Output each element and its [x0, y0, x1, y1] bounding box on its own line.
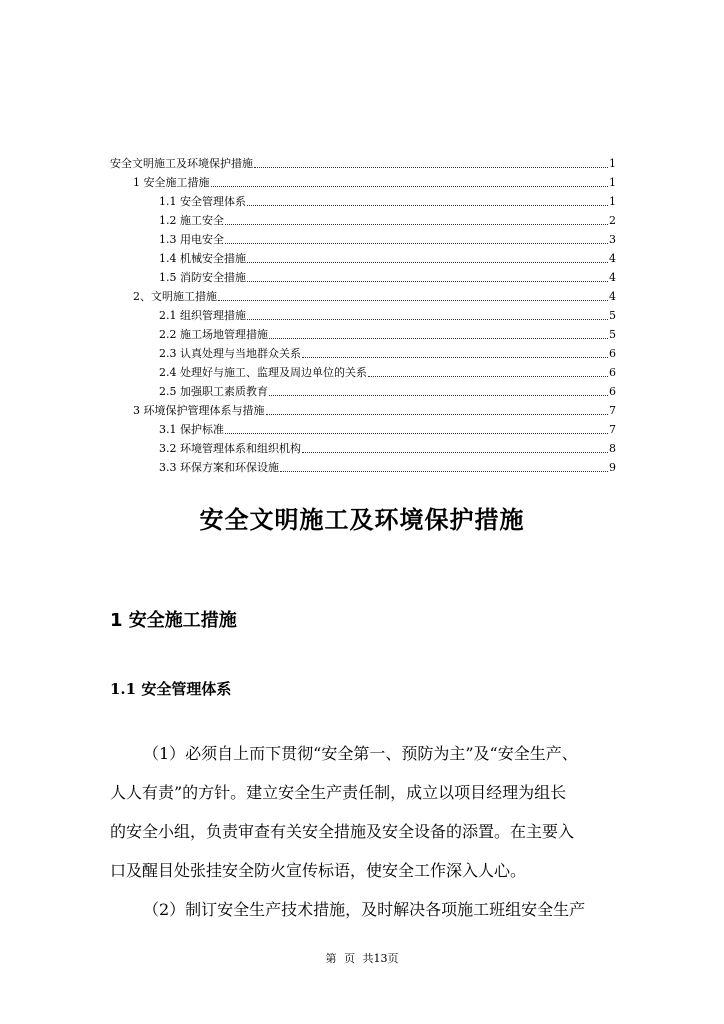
toc-entry[interactable] — [110, 306, 616, 325]
body-paragraphs — [110, 734, 626, 929]
toc-entry-text: 3.2 环境管理体系和组织机构 — [159, 442, 301, 455]
toc-entry[interactable] — [110, 420, 616, 439]
toc-entry-text: 安全文明施工及环境保护措施 — [110, 157, 253, 170]
toc-entry-page: 1 — [609, 176, 616, 189]
toc-entry[interactable] — [110, 268, 616, 287]
toc-entry[interactable] — [110, 382, 616, 401]
toc-leader-dots — [302, 452, 608, 453]
toc-leader-dots — [269, 338, 608, 339]
toc-entry[interactable] — [110, 401, 616, 420]
toc-entry-page: 2 — [609, 214, 616, 227]
document-title: 安全文明施工及环境保护措施 — [199, 506, 525, 534]
toc-entry-text: 1.3 用电安全 — [159, 233, 224, 246]
body-line: 人人有责”的方针。建立安全生产责任制，成立以项目经理为组长 — [110, 783, 567, 802]
toc-entry-text: 2.3 认真处理与当地群众关系 — [159, 347, 301, 360]
toc-leader-dots — [368, 376, 608, 377]
toc-leader-dots — [218, 300, 608, 301]
toc-leader-dots — [302, 357, 608, 358]
toc-leader-dots — [269, 395, 608, 396]
page-footer: 第 页 共13页 — [325, 952, 399, 965]
toc-leader-dots — [211, 186, 609, 187]
toc-leader-dots — [280, 471, 608, 472]
toc-entry[interactable] — [110, 287, 616, 306]
section-heading: 1 安全施工措施 — [110, 610, 237, 631]
body-line: 口及醒目处张挂安全防火宣传标语，使安全工作深入人心。 — [110, 861, 527, 880]
toc-entry-page: 4 — [609, 290, 616, 303]
toc-entry-page: 6 — [609, 366, 616, 379]
toc-entry-page: 5 — [609, 309, 616, 322]
toc-leader-dots — [225, 243, 608, 244]
toc-entry-page: 7 — [609, 404, 616, 417]
toc-leader-dots — [247, 262, 608, 263]
toc-entry[interactable] — [110, 439, 616, 458]
table-of-contents — [110, 154, 616, 477]
toc-entry-page: 4 — [609, 252, 616, 265]
toc-entry-page: 1 — [609, 157, 616, 170]
toc-leader-dots — [266, 414, 609, 415]
toc-entry[interactable] — [110, 154, 616, 173]
toc-entry-page: 8 — [609, 442, 616, 455]
toc-entry-text: 2.1 组织管理措施 — [159, 309, 246, 322]
toc-entry[interactable] — [110, 192, 616, 211]
toc-leader-dots — [247, 205, 608, 206]
toc-leader-dots — [254, 167, 608, 168]
toc-entry-text: 1.2 施工安全 — [159, 214, 224, 227]
toc-leader-dots — [247, 281, 608, 282]
toc-entry[interactable] — [110, 211, 616, 230]
toc-entry-page: 5 — [609, 328, 616, 341]
toc-entry-page: 1 — [609, 195, 616, 208]
toc-entry[interactable] — [110, 173, 616, 192]
toc-entry-page: 6 — [609, 347, 616, 360]
toc-leader-dots — [225, 224, 608, 225]
body-line: 的安全小组，负责审查有关安全措施及安全设备的添置。在主要入 — [110, 822, 575, 841]
toc-entry[interactable] — [110, 230, 616, 249]
toc-entry-text: 1 安全施工措施 — [133, 176, 210, 189]
toc-entry-text: 2、文明施工措施 — [133, 290, 217, 303]
toc-entry[interactable] — [110, 458, 616, 477]
toc-entry-text: 1.4 机械安全措施 — [159, 252, 246, 265]
toc-entry-text: 2.2 施工场地管理措施 — [159, 328, 268, 341]
toc-entry-text: 3.1 保护标准 — [159, 423, 224, 436]
toc-entry-page: 4 — [609, 271, 616, 284]
toc-entry-page: 7 — [609, 423, 616, 436]
toc-entry-text: 2.5 加强职工素质教育 — [159, 385, 268, 398]
toc-entry-text: 1.1 安全管理体系 — [159, 195, 246, 208]
toc-leader-dots — [225, 433, 608, 434]
toc-entry[interactable] — [110, 344, 616, 363]
toc-entry-page: 6 — [609, 385, 616, 398]
toc-leader-dots — [247, 319, 608, 320]
toc-entry-text: 3 环境保护管理体系与措施 — [133, 404, 265, 417]
subsection-heading: 1.1 安全管理体系 — [110, 680, 232, 698]
body-line: （2）制订安全生产技术措施，及时解决各项施工班组安全生产 — [143, 900, 586, 919]
toc-entry[interactable] — [110, 325, 616, 344]
toc-entry-text: 2.4 处理好与施工、监理及周边单位的关系 — [159, 366, 367, 379]
toc-entry[interactable] — [110, 363, 616, 382]
toc-entry-page: 9 — [609, 461, 616, 474]
toc-entry-text: 3.3 环保方案和环保设施 — [159, 461, 279, 474]
toc-entry-text: 1.5 消防安全措施 — [159, 271, 246, 284]
toc-entry[interactable] — [110, 249, 616, 268]
body-line: （1）必须自上而下贯彻“安全第一、预防为主”及“安全生产、 — [143, 744, 578, 763]
toc-entry-page: 3 — [609, 233, 616, 246]
